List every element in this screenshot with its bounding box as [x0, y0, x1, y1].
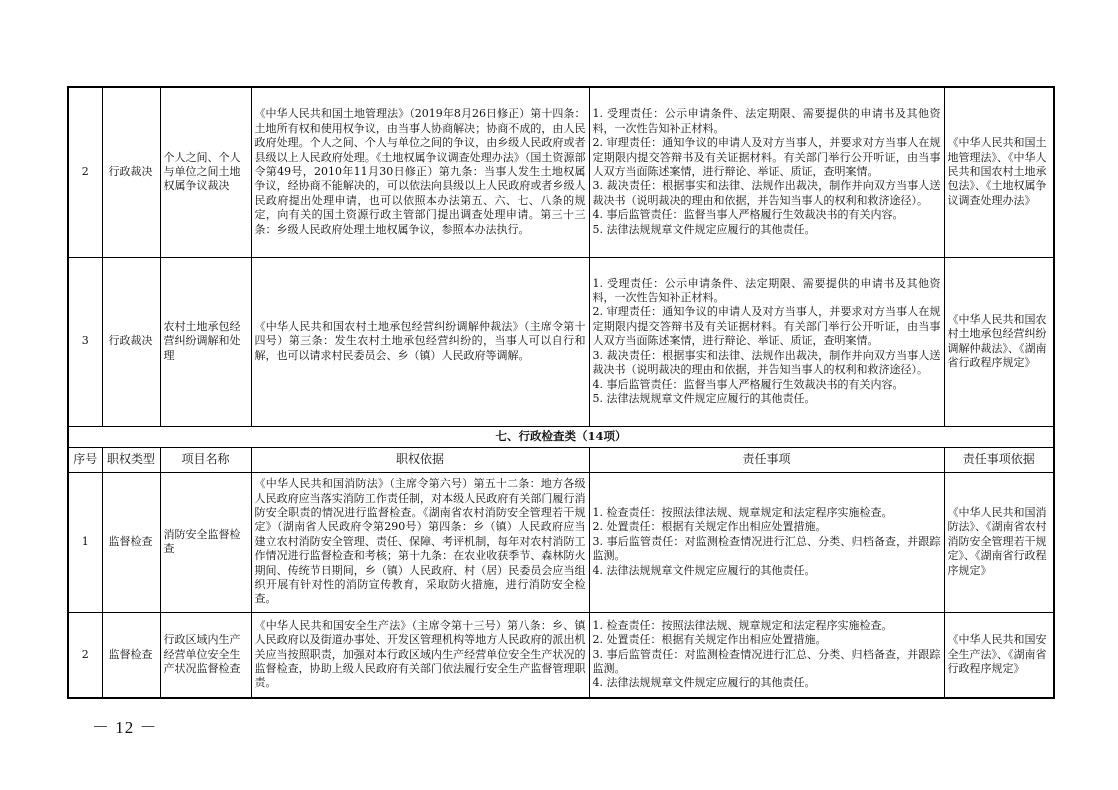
- power-type: 行政裁决: [102, 257, 160, 426]
- power-type: 监督检查: [102, 612, 160, 698]
- responsibility-basis: 《中华人民共和国安全生产法》、《湖南省行政程序规定》: [944, 612, 1054, 698]
- power-basis: 《中华人民共和国安全生产法》（主席令第十三号）第八条：乡、镇人民政府以及街道办事处、开发区管理机构等地方人民政府的派出机关应当按照职责，加强对本行政区域内生产经营单位安全生产状况的监督检查，协助上级人民政府有关部门依法履行安全生产监督管理职责。: [251, 612, 589, 698]
- responsibility-line: 1. 检查责任：按照法律法规、规章规定和法定程序实施检查。: [592, 618, 893, 632]
- power-basis: 《中华人民共和国消防法》（主席令第六号）第五十二条：地方各级人民政府应当落实消防工作责任制，对本级人民政府有关部门履行消防安全职责的情况进行监督检查。《湖南省农村消防安全管理若干规定》（湖南省人民政府令第290号）第四条：乡（镇）人民政府应当建立农村消防安全管理、责任、保障、考评机制，每年对农村消防工作情况进行监督检查和考核；第十九条：在农业收获季节、森林防火期间、传统节日期间，乡（镇）人民政府、村（居）民委员会应当组织开展有针对性的消防宣传教育，采取防火措施，进行消防安全检查。: [251, 472, 589, 612]
- row-number: 2: [68, 87, 102, 257]
- item-name: 农村土地承包经营纠纷调解和处理: [160, 257, 251, 426]
- responsibility-line: 5. 法律法规规章文件规定应履行的其他责任。: [592, 222, 816, 236]
- responsibility-basis: 《中华人民共和国消防法》、《湖南省农村消防安全管理若干规定》、《湖南省行政程序规定》: [944, 472, 1054, 612]
- section-title: 七、行政检查类（14项）: [68, 426, 1054, 447]
- table-header-row: [68, 447, 1054, 472]
- responsibility-line: 1. 受理责任：公示申请条件、法定期限、需要提供的申请书及其他资料，一次性告知补正材料。: [592, 276, 941, 305]
- responsibility-line: 1. 检查责任：按照法律法规、规章规定和法定程序实施检查。: [592, 505, 893, 519]
- responsibility-line: 2. 处置责任：根据有关规定作出相应处置措施。: [592, 633, 827, 647]
- responsibility-line: 4. 法律法规规章文件规定应履行的其他责任。: [592, 563, 816, 577]
- row-number: 3: [68, 257, 102, 426]
- page-number: － 12 －: [92, 718, 158, 737]
- responsibility-line: 2. 审理责任：通知争议的申请人及对方当事人，并要求对方当事人在规定期限内提交答辩书及有关证据材料。有关部门举行公开听证，由当事人双方当面陈述案情，进行辩论、举证、质证，查明案情。: [592, 305, 941, 348]
- responsibility-items: [589, 612, 944, 698]
- responsibility-items: [589, 472, 944, 612]
- header-type: 职权类型: [102, 447, 160, 472]
- responsibility-line: 5. 法律法规规章文件规定应履行的其他责任。: [592, 391, 816, 405]
- section-title-row: [68, 426, 1054, 447]
- responsibility-items: [589, 257, 944, 426]
- table-row: [68, 257, 1054, 426]
- responsibility-basis: 《中华人民共和国土地管理法》、《中华人民共和国农村土地承包法》、《土地权属争议调查处理办法》: [944, 87, 1054, 257]
- responsibility-items: [589, 87, 944, 257]
- header-resp: 责任事项: [589, 447, 944, 472]
- responsibility-line: 2. 审理责任：通知争议的申请人及对方当事人，并要求对方当事人在规定期限内提交答辩书及有关证据材料。有关部门举行公开听证，由当事人双方当面陈述案情，进行辩论、举证、质证，查明案情。: [592, 136, 941, 179]
- responsibility-line: 4. 事后监管责任：监督当事人严格履行生效裁决书的有关内容。: [592, 208, 904, 222]
- power-list-table: [67, 86, 1055, 699]
- responsibility-line: 3. 裁决责任：根据事实和法律、法规作出裁决，制作并向双方当事人送裁决书（说明裁决的理由和依据，并告知当事人的权利和救济途径）。: [592, 348, 941, 377]
- table-row: [68, 612, 1054, 698]
- responsibility-line: 3. 裁决责任：根据事实和法律、法规作出裁决，制作并向双方当事人送裁决书（说明裁决的理由和依据，并告知当事人的权利和救济途径）。: [592, 179, 941, 207]
- item-name: 消防安全监督检查: [160, 472, 251, 612]
- responsibility-line: 4. 法律法规规章文件规定应履行的其他责任。: [592, 676, 816, 690]
- power-basis: 《中华人民共和国农村土地承包经营纠纷调解仲裁法》（主席令第十四号）第三条：发生农村土地承包经营纠纷的，当事人可以自行和解，也可以请求村民委员会、乡（镇）人民政府等调解。: [251, 257, 589, 426]
- power-basis: 《中华人民共和国土地管理法》（2019年8月26日修正）第十四条：土地所有权和使用权争议，由当事人协商解决；协商不成的，由人民政府处理。个人之间、个人与单位之间的争议，由乡级人民政府或者县级以上人民政府处理。《土地权属争议调查处理办法》（国土资源部令第49号，2010年11月30日修正）第九条：当事人发生土地权属争议，经协商不能解决的，可以依法向县级以上人民政府或者乡级人民政府提出处理申请，也可以依照本办法第五、六、七、八条的规定，向有关的国土资源行政主管部门提出调查处理申请。第三十三条：乡级人民政府处理土地权属争议，参照本办法执行。: [251, 87, 589, 257]
- responsibility-line: 3. 事后监管责任：对监测检查情况进行汇总、分类、归档备查，并跟踪监测。: [592, 534, 941, 563]
- responsibility-line: 1. 受理责任：公示申请条件、法定期限、需要提供的申请书及其他资料，一次性告知补正材料。: [592, 107, 941, 135]
- item-name: 行政区域内生产经营单位安全生产状况监督检查: [160, 612, 251, 698]
- responsibility-line: 3. 事后监管责任：对监测检查情况进行汇总、分类、归档备查，并跟踪监测。: [592, 647, 941, 675]
- responsibility-line: 4. 事后监管责任：监督当事人严格履行生效裁决书的有关内容。: [592, 377, 904, 391]
- header-name: 项目名称: [160, 447, 251, 472]
- table-row: [68, 87, 1054, 257]
- responsibility-line: 2. 处置责任：根据有关规定作出相应处置措施。: [592, 520, 827, 534]
- power-type: 监督检查: [102, 472, 160, 612]
- header-basis: 职权依据: [251, 447, 589, 472]
- row-number: 2: [68, 612, 102, 698]
- item-name: 个人之间、个人与单位之间土地权属争议裁决: [160, 87, 251, 257]
- power-type: 行政裁决: [102, 87, 160, 257]
- row-number: 1: [68, 472, 102, 612]
- header-num: 序号: [68, 447, 102, 472]
- header-resp-basis: 责任事项依据: [944, 447, 1054, 472]
- table-row: [68, 472, 1054, 612]
- responsibility-basis: 《中华人民共和国农村土地承包经营纠纷调解仲裁法》、《湖南省行政程序规定》: [944, 257, 1054, 426]
